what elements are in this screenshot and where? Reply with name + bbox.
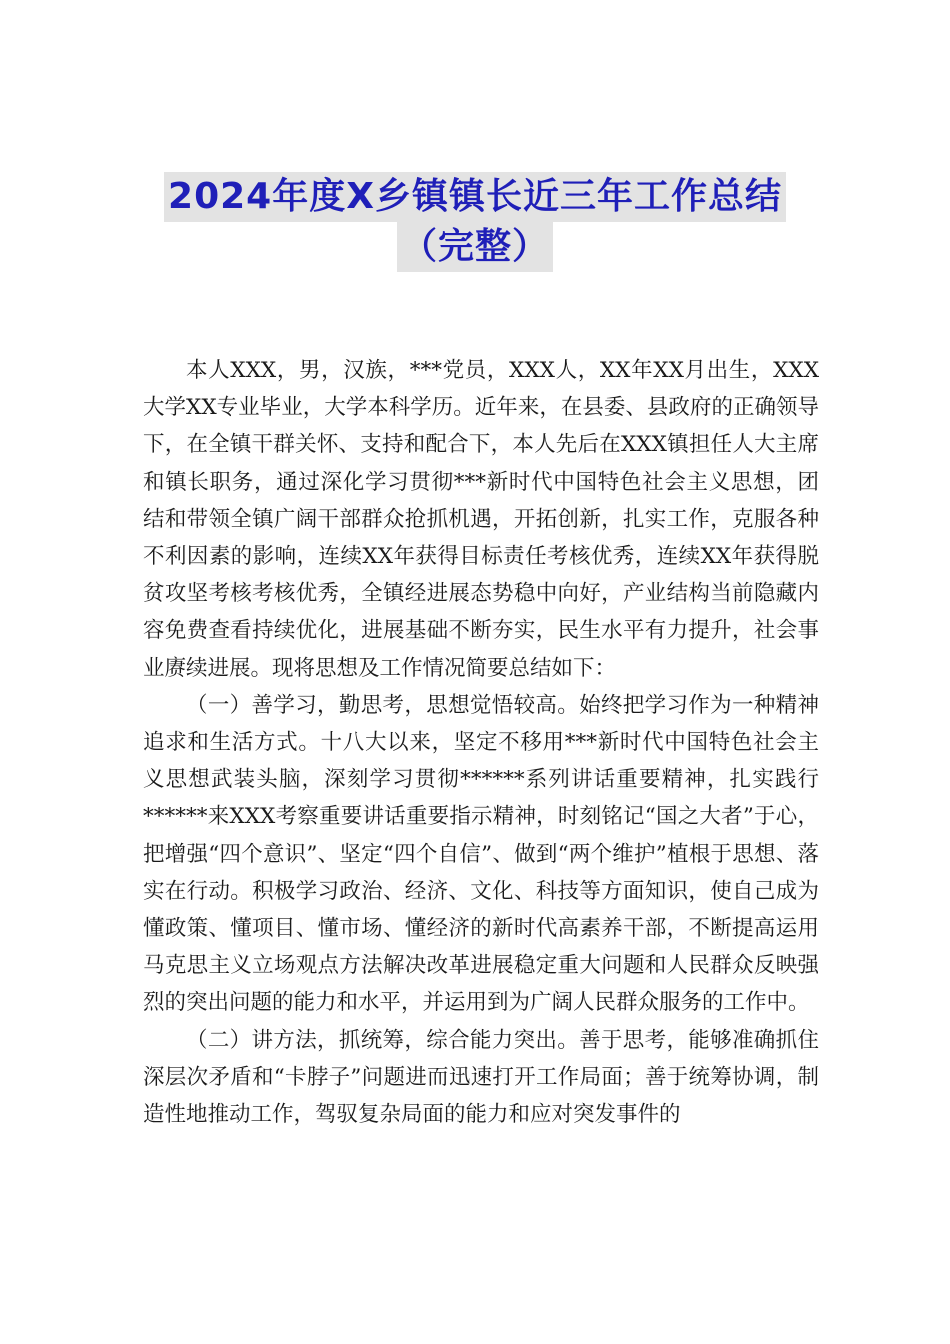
paragraph-section-2: （二）讲方法，抓统筹，综合能力突出。善于思考，能够准确抓住深层次矛盾和“卡脖子”问题进而迅速打开工作局面；善于统筹协调，制造性地推动工作，驾驭复杂局面的能力和应对突发事件的 <box>143 1027 819 1128</box>
paragraph-section-1: （一）善学习，勤思考，思想觉悟较高。始终把学习作为一种精神追求和生活方式。十八大以来，坚定不移用***新时代中国特色社会主义思想武装头脑，深刻学习贯彻******系列讲话重要精神，扎实践行******来XXX考察重要讲话重要指示精神，时刻铭记“国之大者”于心，把增强“四个意识”、坚定“四个自信”、做到“两个维护”植根于思想、落实在行动。积极学习政治、经济、文化、科技等方面知识，使自己成为懂政策、懂项目、懂市场、懂经济的新时代高素养干部，不断提高运用马克思主义立场观点方法解决改革进展稳定重大问题和人民群众反映强烈的突出问题的能力和水平，并运用到为广阔人民群众服务的工作中。 <box>143 692 819 1016</box>
title-line-1: 2024年度X乡镇镇长近三年工作总结 <box>164 172 786 222</box>
paragraph-intro: 本人XXX，男，汉族，***党员，XXX人，XX年XX月出生，XXX大学XX专业毕业，大学本科学历。近年来，在县委、县政府的正确领导下，在全镇干群关怀、支持和配合下，本人先后在XXX镇担任人大主席和镇长职务，通过深化学习贯彻***新时代中国特色社会主义思想，团结和带领全镇广阔干部群众抢抓机遇，开拓创新，扎实工作，克服各种不利因素的影响，连续XX年获得目标责任考核优秀，连续XX年获得脱贫攻坚考核考核优秀，全镇经进展态势稳中向好，产业结构当前隐藏内容免费查看持续优化，进展基础不断夯实，民生水平有力提升，社会事业赓续进展。现将思想及工作情况简要总结如下： <box>143 358 819 681</box>
title-line-2: （完整） <box>397 222 553 272</box>
document-title <box>0 172 950 272</box>
document-body <box>143 352 819 1133</box>
